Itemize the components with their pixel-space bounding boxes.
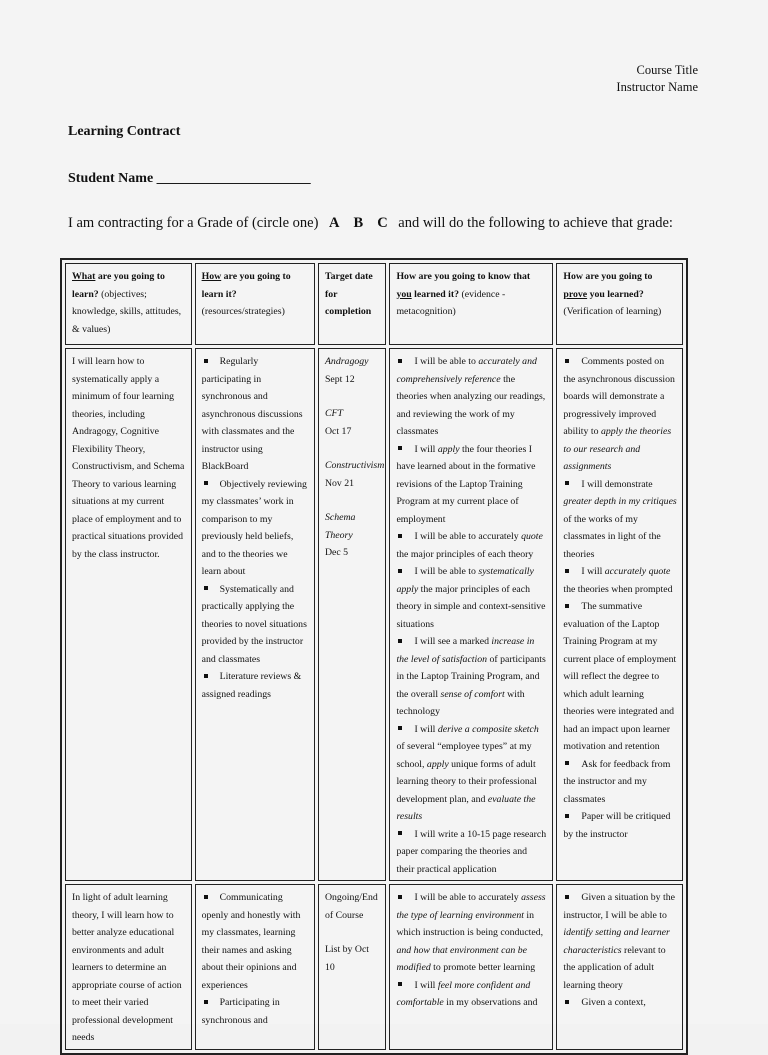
bullet-icon xyxy=(398,359,402,363)
bullet-icon xyxy=(398,982,402,986)
list-item: I will accurately quote the theories when prompted xyxy=(563,566,673,595)
dates-cell xyxy=(318,348,386,881)
learning-contract-table xyxy=(60,258,688,1055)
list-item: Literature reviews & assigned readings xyxy=(201,671,302,700)
page-header xyxy=(616,62,698,96)
header-evidence: How are you going to know that you learned it? (evidence - metacognition) xyxy=(389,263,553,345)
student-name-line: Student Name ______________________ xyxy=(68,171,311,186)
list-item: Systematically and practically applying the theories to novel situations provided by the instructor and classmates xyxy=(201,583,307,665)
header-verification: How are you going to prove you learned? (Verification of learning) xyxy=(556,263,683,345)
target-date: CFT Oct 17 xyxy=(324,408,352,437)
table-header-row xyxy=(65,263,683,345)
bullet-icon xyxy=(398,446,402,450)
contract-post-text: and will do the following to achieve that grade: xyxy=(398,215,673,231)
bullet-icon xyxy=(565,481,569,485)
bullet-icon xyxy=(398,726,402,730)
bullet-icon xyxy=(398,831,402,835)
bullet-icon xyxy=(565,814,569,818)
list-item: I will see a marked increase in the level of satisfaction of participants in the Laptop Training Program, and the overall sense of comfort with technology xyxy=(396,636,546,717)
instructor-name: Instructor Name xyxy=(616,80,698,94)
grade-b: B xyxy=(353,215,364,231)
list-item: Paper will be critiqued by the instructor xyxy=(563,811,671,840)
target-date: Ongoing/End of Course xyxy=(324,892,378,921)
bullet-icon xyxy=(204,1000,208,1004)
list-item: Comments posted on the asynchronous discussion boards will demonstrate a progressively improved ability to apply the theories to our research and assignments xyxy=(563,356,675,472)
list-item: Objectively reviewing my classmates’ work in comparison to my previously held beliefs, and to the theories we learn about xyxy=(201,478,307,577)
bullet-icon xyxy=(398,895,402,899)
target-date: List by Oct 10 xyxy=(324,944,370,973)
header-how: How are you going to learn it? (resources/strategies) xyxy=(195,263,315,345)
bullet-icon xyxy=(398,639,402,643)
evidence-cell xyxy=(389,884,553,1050)
bullet-icon xyxy=(565,761,569,765)
list-item: The summative evaluation of the Laptop Training Program at my current place of employment will reflect the degree to which adult learning theories were integrated and had an impact upon learner motivation and retention xyxy=(563,601,677,752)
table-row xyxy=(65,348,683,881)
list-item: I will derive a composite sketch of several “employee types” at my school, apply unique forms of adult learning theory to their professional development plan, and evaluate the results xyxy=(396,723,539,822)
bullet-icon xyxy=(398,569,402,573)
strategies-cell xyxy=(195,884,315,1050)
bullet-icon xyxy=(565,604,569,608)
dates-cell xyxy=(318,884,386,1050)
list-item: I will demonstrate greater depth in my critiques of the works of my classmates in light of the theories xyxy=(563,478,677,560)
bullet-icon xyxy=(565,895,569,899)
list-item: I will apply the four theories I have learned about in the formative revisions of the Laptop Training Program at my current place of employment xyxy=(396,443,536,525)
grade-contract-line xyxy=(68,215,673,232)
evidence-cell xyxy=(389,348,553,881)
target-date: Schema Theory Dec 5 xyxy=(324,512,356,558)
list-item: I will be able to accurately quote the major principles of each theory xyxy=(396,531,543,560)
proof-cell xyxy=(556,348,683,881)
list-item: Regularly participating in synchronous and asynchronous discussions with classmates and the instructor using BlackBoard xyxy=(201,356,303,472)
list-item: Participating in synchronous and xyxy=(201,997,280,1026)
list-item: I will be able to accurately assess the type of learning environment in which instruction is being conducted, and how that environment can be modified to promote better learning xyxy=(396,892,546,973)
header-what: What are you going to learn? (objectives; knowledge, skills, attitudes, & values) xyxy=(65,263,192,345)
list-item: I will be able to systematically apply the major principles of each theory in simple and context-sensitive situations xyxy=(396,566,546,630)
bullet-icon xyxy=(398,534,402,538)
list-item: Ask for feedback from the instructor and my classmates xyxy=(563,758,671,805)
bullet-icon xyxy=(204,481,208,485)
target-date: Constructivism Nov 21 xyxy=(324,460,385,489)
proof-cell xyxy=(556,884,683,1050)
bullet-icon xyxy=(565,569,569,573)
list-item: I will feel more confident and comfortable in my observations and xyxy=(396,979,538,1008)
bullet-icon xyxy=(204,674,208,678)
bullet-icon xyxy=(565,1000,569,1004)
header-target-date: Target date for completion xyxy=(318,263,386,345)
bullet-icon xyxy=(204,359,208,363)
course-title: Course Title xyxy=(636,63,698,77)
table-row xyxy=(65,884,683,1050)
bullet-icon xyxy=(204,586,208,590)
list-item: Communicating openly and honestly with my classmates, learning their names and asking about their opinions and experiences xyxy=(201,892,301,991)
grade-c: C xyxy=(377,215,388,231)
objective-cell: I will learn how to systematically apply a minimum of four learning theories, including Andragogy, Cognitive Flexibility Theory, Constructivism, and Schema Theory to various learning situations at my current place of employment and to practical situations provided by the class instructor. xyxy=(65,348,192,881)
list-item: Given a situation by the instructor, I will be able to identify setting and learner characteristics relevant to the application of adult learning theory xyxy=(563,892,675,991)
list-item: I will write a 10-15 page research paper comparing the theories and their practical application xyxy=(396,828,547,875)
bullet-icon xyxy=(565,359,569,363)
objective-cell: In light of adult learning theory, I will learn how to better analyze educational environments and adult learners to determine an appropriate course of action to meet their varied professional development needs xyxy=(65,884,192,1050)
bullet-icon xyxy=(204,895,208,899)
target-date: Andragogy Sept 12 xyxy=(324,356,369,385)
grade-a: A xyxy=(329,215,340,231)
document-title: Learning Contract xyxy=(68,124,181,139)
strategies-cell xyxy=(195,348,315,881)
contract-pre-text: I am contracting for a Grade of (circle one) xyxy=(68,215,319,231)
list-item: I will be able to accurately and comprehensively reference the theories when analyzing our readings, and reviewing the work of my classmates xyxy=(396,356,546,437)
list-item: Given a context, xyxy=(563,994,677,1012)
